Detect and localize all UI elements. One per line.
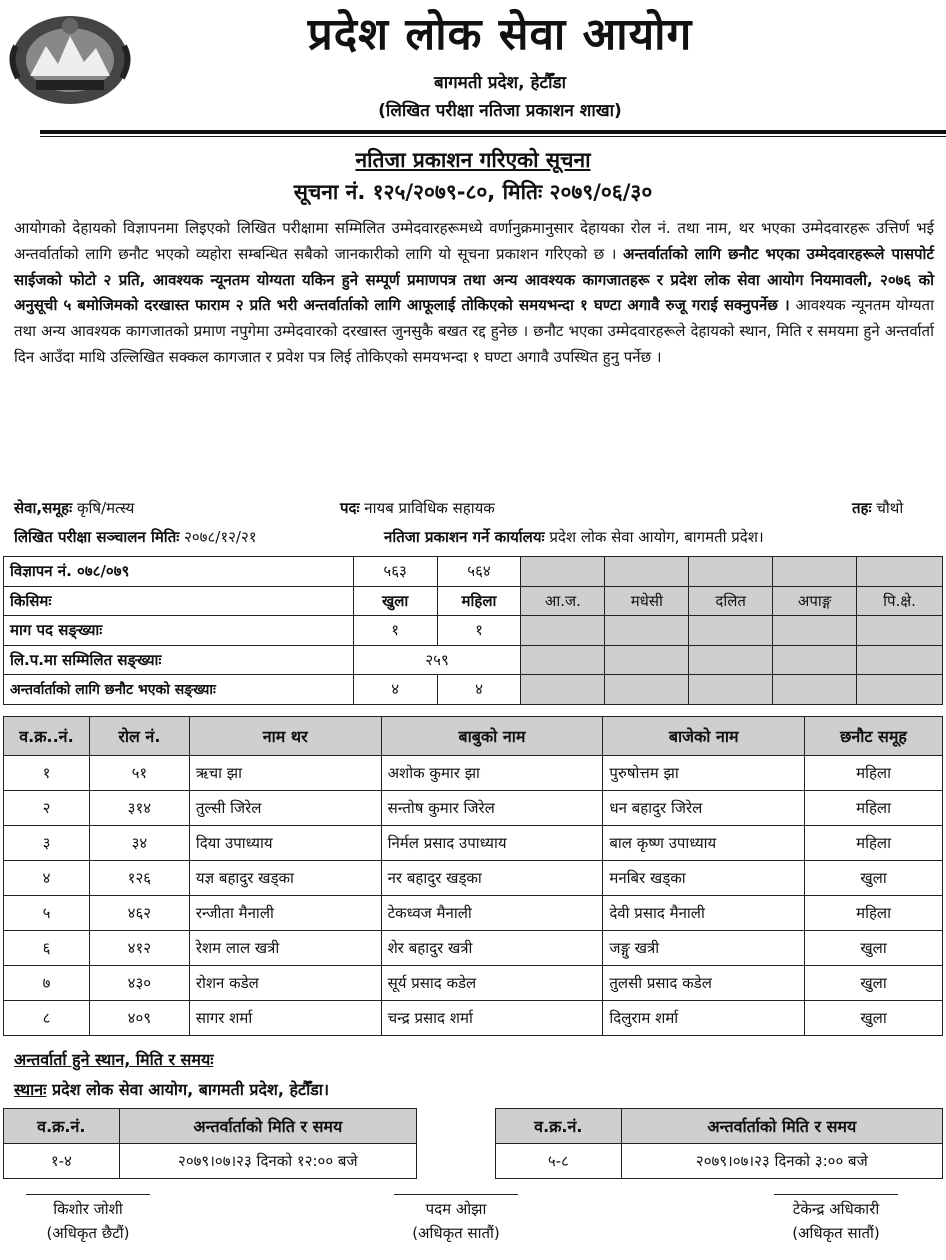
col-grandfather: बाजेको नाम (603, 717, 805, 756)
cell-name: यज्ञ बहादुर खड्का (189, 861, 381, 896)
notice-title: नतिजा प्रकाशन गरिएको सूचना (355, 148, 591, 172)
cell-serial: २ (4, 791, 90, 826)
signature-officer-3 (736, 1194, 936, 1245)
schedule-col-datetime: अन्तर्वार्ताको मिति र समय (119, 1109, 416, 1144)
results-table (3, 716, 943, 1036)
signatory-name: किशोर जोशी (53, 1200, 123, 1218)
emblem-logo (6, 6, 134, 110)
adv-open: ५६३ (353, 557, 437, 587)
cell-serial: ८ (4, 1001, 90, 1036)
table-row (4, 1001, 943, 1036)
cell-serial: ५ (4, 896, 90, 931)
category-open: खुला (353, 586, 437, 616)
org-branch: (लिखित परीक्षा नतिजा प्रकाशन शाखा) (378, 101, 622, 121)
signatory-title: (अधिकृत छैटौं) (46, 1224, 130, 1242)
category-adivasi: आ.ज. (521, 586, 605, 616)
cell-name: सागर शर्मा (189, 1001, 381, 1036)
post: पदः नायब प्राविधिक सहायक (340, 499, 495, 517)
category-disabled: अपाङ्ग (773, 586, 857, 616)
schedule-col-serial: व.क्र.नं. (4, 1109, 120, 1144)
vacancy-summary-table (3, 556, 943, 705)
signatory-title: (अधिकृत सातौं) (792, 1224, 880, 1242)
cell-grandfather: दिलुराम शर्मा (603, 1001, 805, 1036)
cell-father: टेकध्वज मैनाली (381, 896, 603, 931)
interview-heading: अन्तर्वार्ता हुने स्थान, मिति र समयः (14, 1050, 214, 1069)
header-divider-thin (40, 136, 946, 137)
col-roll: रोल नं. (89, 717, 189, 756)
demand-women: १ (437, 616, 521, 646)
appeared-value: २५९ (353, 645, 521, 675)
type-label: किसिमः (4, 586, 354, 616)
cell-father: शेर बहादुर खत्री (381, 931, 603, 966)
signatory-name: पदम ओझा (425, 1200, 487, 1218)
cell-group: महिला (805, 756, 943, 791)
exam-date: लिखित परीक्षा सञ्चालन मितिः २०७८/१२/२१ (14, 528, 257, 546)
cell-name: रेशम लाल खत्री (189, 931, 381, 966)
cell-name: ऋचा झा (189, 756, 381, 791)
cell-roll: ४१२ (89, 931, 189, 966)
demand-label: माग पद सङ्ख्याः (4, 616, 354, 646)
cell-group: खुला (805, 1001, 943, 1036)
interview-schedule-right (495, 1108, 943, 1179)
cell-group: खुला (805, 966, 943, 1001)
cell-roll: ४०९ (89, 1001, 189, 1036)
cell-father: सन्तोष कुमार जिरेल (381, 791, 603, 826)
signature-officer-1 (0, 1194, 188, 1245)
cell-father: चन्द्र प्रसाद शर्मा (381, 1001, 603, 1036)
cell-serial: १ (4, 756, 90, 791)
category-dalit: दलित (689, 586, 773, 616)
category-backward-region: पि.क्षे. (857, 586, 943, 616)
col-serial: व.क्र..नं. (4, 717, 90, 756)
schedule-col-datetime: अन्तर्वार्ताको मिति र समय (621, 1109, 942, 1144)
cell-roll: ३४ (89, 826, 189, 861)
table-row (4, 826, 943, 861)
results-header-row (4, 717, 943, 756)
cell-grandfather: बाल कृष्ण उपाध्याय (603, 826, 805, 861)
table-row (4, 931, 943, 966)
signature-officer-2 (356, 1194, 556, 1245)
cell-group: महिला (805, 896, 943, 931)
cell-group: खुला (805, 931, 943, 966)
category-women: महिला (437, 586, 521, 616)
col-father: बाबुको नाम (381, 717, 603, 756)
cell-father: अशोक कुमार झा (381, 756, 603, 791)
selected-label: अन्तर्वार्ताको लागि छनौट भएको सङ्ख्याः (4, 675, 354, 705)
cell-grandfather: धन बहादुर जिरेल (603, 791, 805, 826)
category-madhesi: मधेसी (605, 586, 689, 616)
cell-serial: ७ (4, 966, 90, 1001)
schedule-datetime: २०७९।०७।२३ दिनको ३:०० बजे (621, 1144, 942, 1179)
cell-roll: ४३० (89, 966, 189, 1001)
adv-label: विज्ञापन नं. ०७८/०७९ (4, 557, 354, 587)
signatory-name: टेकेन्द्र अधिकारी (792, 1200, 880, 1218)
level: तहः चौथो (852, 499, 904, 517)
table-row (4, 966, 943, 1001)
cell-name: तुल्सी जिरेल (189, 791, 381, 826)
header-divider (40, 130, 946, 134)
adv-women: ५६४ (437, 557, 521, 587)
cell-grandfather: पुरुषोत्तम झा (603, 756, 805, 791)
cell-serial: ३ (4, 826, 90, 861)
cell-roll: ५१ (89, 756, 189, 791)
org-province: बागमती प्रदेश, हेटौँडा (434, 73, 566, 93)
cell-grandfather: देवी प्रसाद मैनाली (603, 896, 805, 931)
cell-group: खुला (805, 861, 943, 896)
interview-place: स्थानः प्रदेश लोक सेवा आयोग, बागमती प्रदेश, हेटौँडा। (14, 1080, 330, 1099)
result-office: नतिजा प्रकाशन गर्ने कार्यालयः प्रदेश लोक सेवा आयोग, बागमती प्रदेश। (384, 528, 764, 546)
table-row (4, 861, 943, 896)
service-group: सेवा,समूहः कृषि/मत्स्य (14, 499, 135, 517)
cell-name: दिया उपाध्याय (189, 826, 381, 861)
table-row (4, 791, 943, 826)
cell-father: निर्मल प्रसाद उपाध्याय (381, 826, 603, 861)
schedule-col-serial: व.क्र.नं. (496, 1109, 622, 1144)
cell-serial: ६ (4, 931, 90, 966)
selected-open: ४ (353, 675, 437, 705)
cell-father: सूर्य प्रसाद कडेल (381, 966, 603, 1001)
cell-group: महिला (805, 791, 943, 826)
notice-paragraph: आयोगको देहायको विज्ञापनमा लिइएको लिखित परीक्षामा सम्मिलित उम्मेदवारहरूमध्ये वर्णानुक्रमानुसार देहायका रोल नं. तथा नाम, थर भएका उम्मेदवारहरू उत्तिर्ण भई अन्तर्वार्ताको लागि छनौट भएको व्यहोरा सम्बन्धित सबैको जानकारीको लागि यो सूचना प्रकाशन गरिएको छ । अन्तर्वार्ताको लागि छनौट भएका उम्मेदवारहरूले पासपोर्ट साईजको फोटो २ प्रति, आवश्यक न्यूनतम योग्यता यकिन हुने सम्पूर्ण प्रमाणपत्र तथा अन्य आवश्यक कागजातहरू र प्रदेश लोक सेवा आयोग नियमावली, २०७६ को अनुसूची ५ बमोजिमको दरखास्त फाराम २ प्रति भरी अन्तर्वार्ताको लागि आफूलाई तोकिएको समयभन्दा १ घण्टा अगावै रुजू गराई सक्नुपर्नेछ । आवश्यक न्यूनतम योग्यता तथा अन्य आवश्यक कागजातको प्रमाण नपुगेमा उम्मेदवारको दरखास्त जुनसुकै बखत रद्द हुनेछ । छनौट भएका उम्मेदवारहरूले देहायको स्थान, मिति र समयमा हुने अन्तर्वार्ता दिन आउँदा माथि उल्लिखित सक्कल कागजात र प्रवेश पत्र लिई तोकिएको समयभन्दा १ घण्टा अगावै उपस्थित हुनु पर्नेछ । (14, 219, 934, 366)
cell-father: नर बहादुर खड्का (381, 861, 603, 896)
cell-roll: १२६ (89, 861, 189, 896)
col-name: नाम थर (189, 717, 381, 756)
cell-grandfather: जङ्गु खत्री (603, 931, 805, 966)
notice-number: सूचना नं. १२५/२०७९-८०, मितिः २०७९/०६/३० (293, 180, 653, 204)
appeared-label: लि.प.मा सम्मिलित सङ्ख्याः (4, 645, 354, 675)
org-title: प्रदेश लोक सेवा आयोग (307, 9, 693, 60)
table-row (4, 896, 943, 931)
cell-name: रन्जीता मैनाली (189, 896, 381, 931)
cell-serial: ४ (4, 861, 90, 896)
cell-roll: ३१४ (89, 791, 189, 826)
schedule-datetime: २०७९।०७।२३ दिनको १२:०० बजे (119, 1144, 416, 1179)
schedule-range: ५-८ (496, 1144, 622, 1179)
cell-group: महिला (805, 826, 943, 861)
table-row (4, 756, 943, 791)
demand-open: १ (353, 616, 437, 646)
notice-paragraph-bold: अन्तर्वार्ताको लागि छनौट भएका उम्मेदवारहरूले पासपोर्ट साईजको फोटो २ प्रति, आवश्यक न्यूनतम योग्यता यकिन हुने सम्पूर्ण प्रमाणपत्र तथा अन्य आवश्यक कागजातहरू र प्रदेश लोक सेवा आयोग नियमावली, २०७६ को अनुसूची ५ बमोजिमको दरखास्त फाराम २ प्रति भरी अन्तर्वार्ताको लागि आफूलाई तोकिएको समयभन्दा १ घण्टा अगावै रुजू गराई सक्नुपर्नेछ । (14, 244, 934, 315)
cell-name: रोशन कडेल (189, 966, 381, 1001)
signatory-title: (अधिकृत सातौं) (412, 1224, 500, 1242)
schedule-range: १-४ (4, 1144, 120, 1179)
cell-roll: ४६२ (89, 896, 189, 931)
col-group: छनौट समूह (805, 717, 943, 756)
selected-women: ४ (437, 675, 521, 705)
interview-schedule-left (3, 1108, 417, 1179)
cell-grandfather: मनबिर खड्का (603, 861, 805, 896)
cell-grandfather: तुलसी प्रसाद कडेल (603, 966, 805, 1001)
